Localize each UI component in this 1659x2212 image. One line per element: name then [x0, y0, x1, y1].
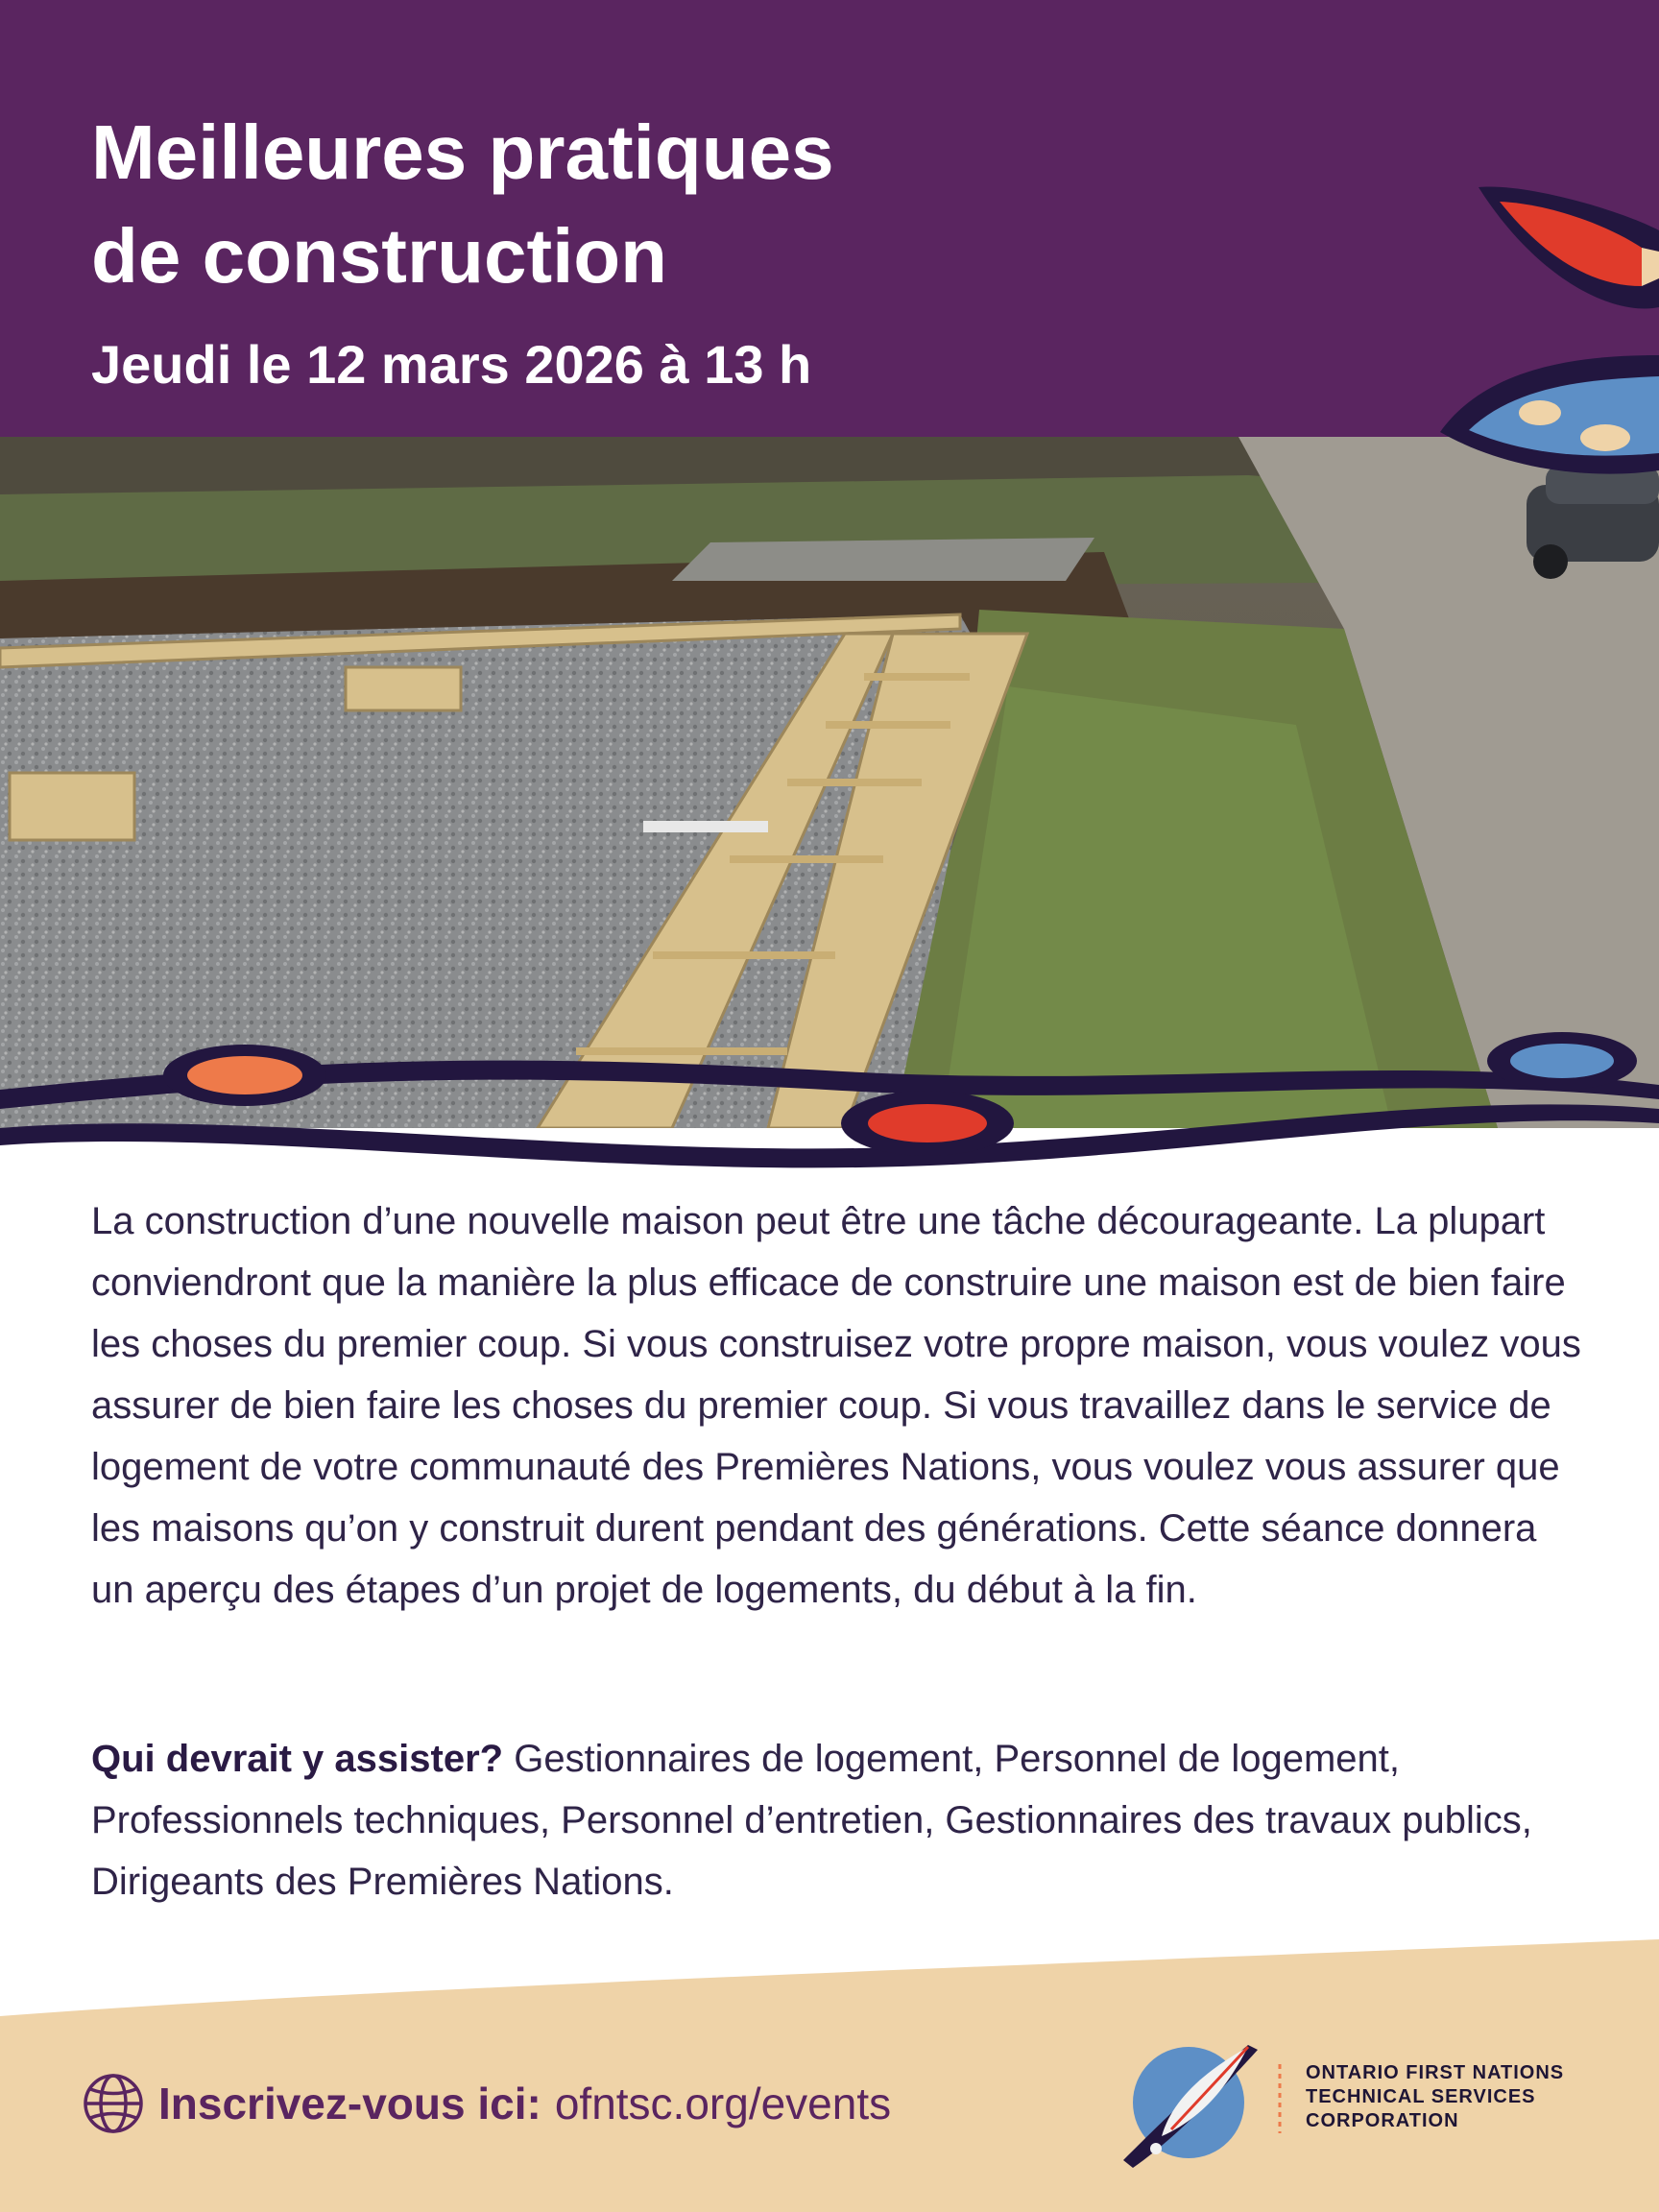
register-url[interactable]: ofntsc.org/events	[554, 2079, 892, 2128]
globe-icon	[82, 2072, 145, 2135]
org-line-2: TECHNICAL SERVICES	[1306, 2086, 1536, 2107]
audience-label: Qui devrait y assister?	[91, 1738, 504, 1780]
audience-list: Gestionnaires de logement, Personnel de logement, Professionnels techniques, Personnel d’entretien, Gestionnaires des travaux publics, Dirigeants des Premières Nations.	[91, 1738, 1532, 1903]
page-title	[91, 101, 1243, 308]
organization-name	[1306, 2061, 1564, 2133]
org-line-3: CORPORATION	[1306, 2110, 1459, 2131]
title-line-2: de construction	[91, 213, 668, 299]
construction-site-photo	[0, 437, 1659, 1128]
org-line-1: ONTARIO FIRST NATIONS	[1306, 2062, 1565, 2083]
wave-divider	[0, 1032, 1659, 1186]
register-label: Inscrivez-vous ici:	[158, 2079, 541, 2128]
logo-divider	[1277, 2064, 1283, 2133]
event-description: La construction d’une nouvelle maison peut être une tâche décourageante. La plupart conviendront que la manière la plus efficace de construire une maison est de bien faire les choses du premier coup. Si vous construisez votre propre maison, vous voulez vous assurer de bien faire les choses du premier coup. Si vous travaillez dans le service de logement de votre communauté des Premières Nations, vous voulez vous assurer que les maisons qu’on y construit durent pendant des générations. Cette séance donnera un aperçu des étapes d’un projet de logements, du début à la fin.	[91, 1200, 1581, 1611]
feather-icon	[1440, 173, 1659, 490]
registration-link[interactable]	[82, 2072, 891, 2135]
event-date: Jeudi le 12 mars 2026 à 13 h	[91, 334, 812, 395]
audience-paragraph	[91, 1728, 1589, 1912]
ofntsc-logo-icon	[1114, 2026, 1267, 2170]
title-line-1: Meilleures pratiques	[91, 109, 834, 195]
